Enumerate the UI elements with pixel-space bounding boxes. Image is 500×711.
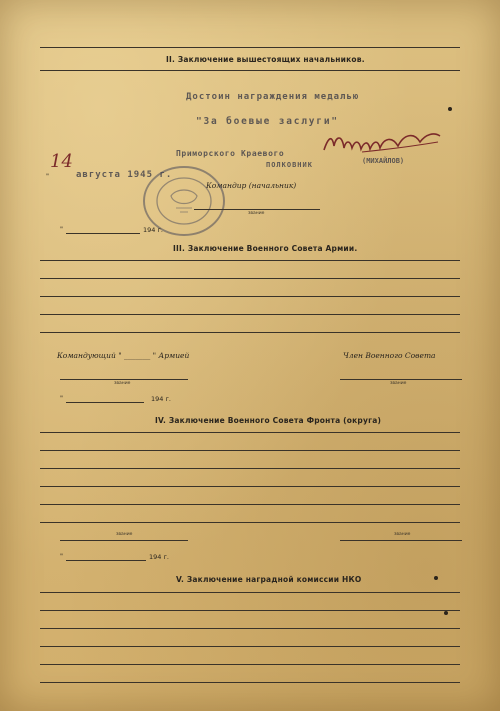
section-3-heading: III. Заключение Военного Совета Армии.	[173, 244, 358, 253]
date-month-year: августа 1945 г.	[76, 170, 173, 180]
stamp-rank-line: ПОЛКОВНИК	[266, 161, 313, 169]
punch-mark	[448, 107, 452, 111]
ruled-line	[40, 628, 460, 629]
ruled-line	[40, 432, 460, 433]
date-year: 194 г.	[149, 553, 169, 561]
date-line	[66, 560, 146, 561]
section-5-heading: V. Заключение наградной комиссии НКО	[176, 575, 362, 584]
ruled-line	[40, 504, 460, 505]
army-commander-label: Командующий " _______ " Армией	[57, 351, 190, 360]
ruled-line	[40, 468, 460, 469]
section-2-heading: II. Заключение вышестоящих начальников.	[166, 55, 365, 64]
ruled-line	[40, 278, 460, 279]
ruled-line	[40, 296, 460, 297]
date-year: 194 г.	[151, 395, 171, 403]
signature-line	[60, 540, 188, 541]
signature-line	[340, 540, 462, 541]
date-field: "	[60, 552, 63, 560]
rank-caption: звание	[390, 381, 407, 386]
signature-line	[194, 209, 320, 210]
section-4-heading: IV. Заключение Военного Совета Фронта (округа)	[155, 416, 382, 425]
rank-caption: звание	[394, 532, 411, 537]
punch-mark	[444, 611, 448, 615]
ruled-line	[40, 592, 460, 593]
signature-line	[60, 379, 188, 380]
rank-caption: звание	[116, 532, 133, 537]
ruled-line	[40, 682, 460, 683]
date-quote-left: "	[46, 172, 49, 180]
date-day-handwritten: 14	[50, 151, 73, 172]
stamp-org-line: Приморского Краевого	[176, 149, 285, 158]
ruled-line	[40, 610, 460, 611]
ruled-line	[40, 664, 460, 665]
date-field: "	[60, 394, 63, 402]
ruled-line	[40, 486, 460, 487]
ruled-line	[40, 332, 460, 333]
ruled-line	[40, 70, 460, 71]
rank-caption: звание	[114, 381, 131, 386]
ruled-line	[40, 47, 460, 48]
date-year: 194 г.	[143, 226, 163, 234]
ruled-line	[40, 314, 460, 315]
handwritten-signature	[322, 128, 444, 158]
punch-mark	[434, 576, 438, 580]
ruled-line	[40, 450, 460, 451]
commander-label: Командир (начальник)	[206, 181, 297, 190]
rank-caption: звание	[248, 211, 265, 216]
date-line	[66, 402, 144, 403]
ruled-line	[40, 522, 460, 523]
stamp-name-paren: (МИХАЙЛОВ)	[362, 157, 405, 165]
council-member-label: Член Военного Совета	[343, 351, 436, 360]
award-stamp-line1: Достоин награждения медалью	[186, 92, 360, 102]
date-line	[66, 233, 140, 234]
ruled-line	[40, 260, 460, 261]
signature-line	[340, 379, 462, 380]
date-field: "	[60, 225, 63, 233]
ruled-line	[40, 646, 460, 647]
award-stamp-line2: "За боевые заслуги"	[196, 116, 339, 127]
